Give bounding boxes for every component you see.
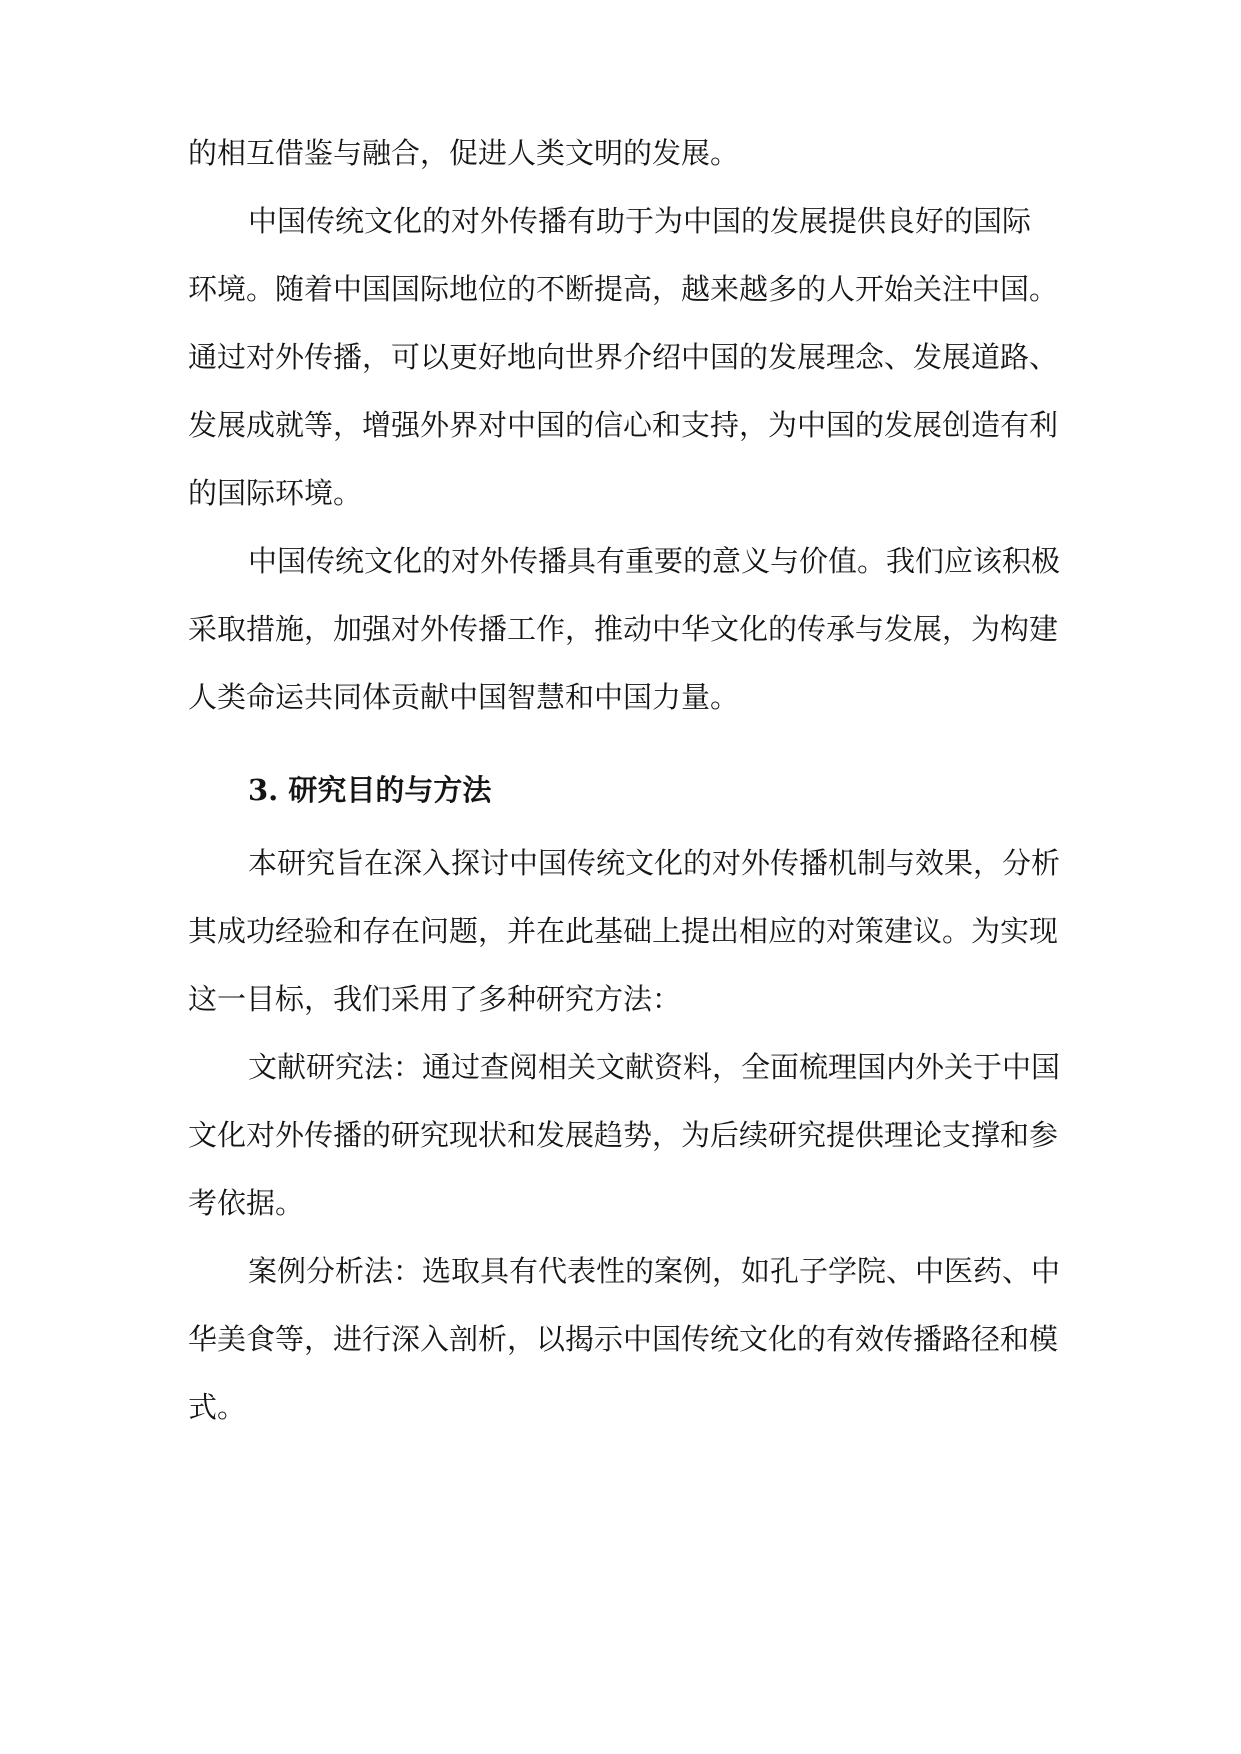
paragraph-line: 环境。随着中国国际地位的不断提高，越来越多的人开始关注中国。 xyxy=(188,272,1059,306)
paragraph-line: 文化对外传播的研究现状和发展趋势，为后续研究提供理论支撑和参 xyxy=(188,1118,1059,1152)
paragraph-line: 人类命运共同体贡献中国智慧和中国力量。 xyxy=(188,680,740,714)
paragraph-line: 其成功经验和存在问题，并在此基础上提出相应的对策建议。为实现 xyxy=(188,914,1059,948)
paragraph-line: 文献研究法：通过查阅相关文献资料，全面梳理国内外关于中国 xyxy=(248,1050,1061,1084)
paragraph-line: 式。 xyxy=(188,1390,247,1424)
paragraph-line: 的相互借鉴与融合，促进人类文明的发展。 xyxy=(188,136,740,170)
paragraph-line: 华美食等，进行深入剖析，以揭示中国传统文化的有效传播路径和模 xyxy=(188,1322,1059,1356)
paragraph-line: 中国传统文化的对外传播具有重要的意义与价值。我们应该积极 xyxy=(248,544,1061,578)
paragraph-line: 采取措施，加强对外传播工作，推动中华文化的传承与发展，为构建 xyxy=(188,612,1059,646)
paragraph-line: 本研究旨在深入探讨中国传统文化的对外传播机制与效果，分析 xyxy=(248,846,1061,880)
section-heading: 3. 研究目的与方法 xyxy=(248,773,492,807)
paragraph-line: 考依据。 xyxy=(188,1186,305,1220)
paragraph-line: 的国际环境。 xyxy=(188,476,363,510)
paragraph-line: 通过对外传播，可以更好地向世界介绍中国的发展理念、发展道路、 xyxy=(188,340,1059,374)
paragraph-line: 这一目标，我们采用了多种研究方法： xyxy=(188,982,682,1016)
paragraph-line: 中国传统文化的对外传播有助于为中国的发展提供良好的国际 xyxy=(248,204,1032,238)
paragraph-line: 发展成就等，增强外界对中国的信心和支持，为中国的发展创造有利 xyxy=(188,408,1059,442)
paragraph-line: 案例分析法：选取具有代表性的案例，如孔子学院、中医药、中 xyxy=(248,1254,1061,1288)
